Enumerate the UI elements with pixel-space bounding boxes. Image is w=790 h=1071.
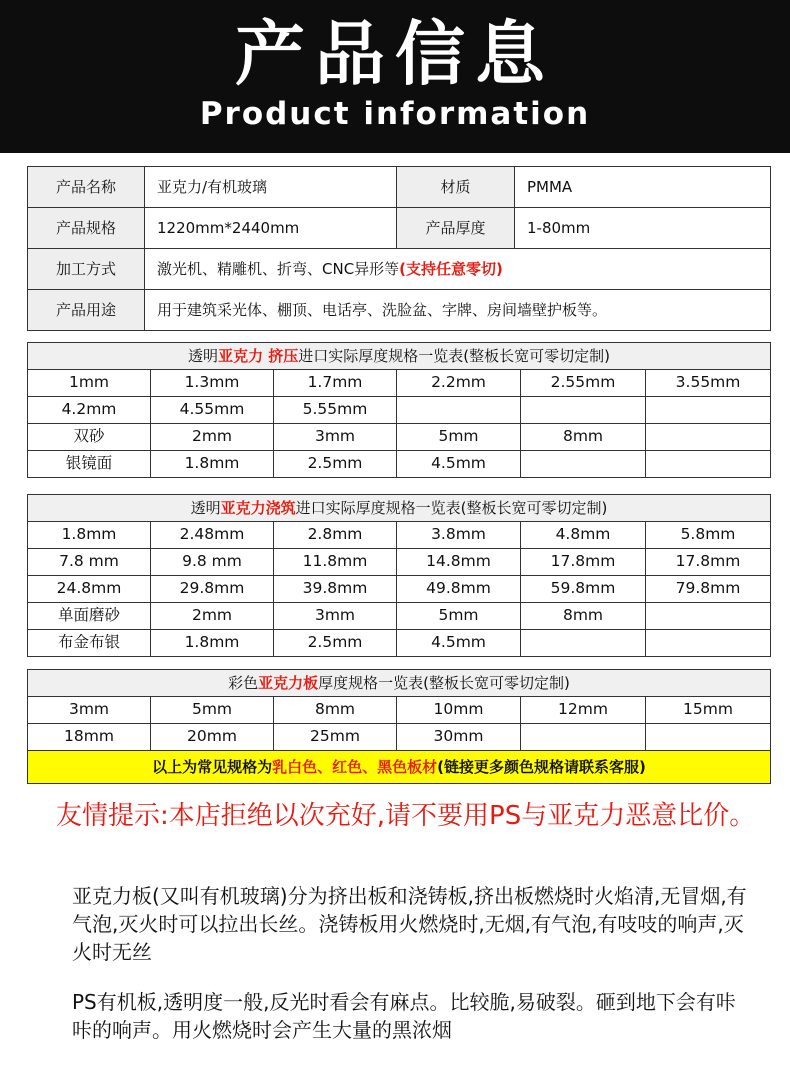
table-cell: 49.8mm: [397, 576, 521, 603]
info-label: 加工方式: [28, 249, 145, 290]
table-cell: [521, 397, 646, 424]
info-label: 产品规格: [28, 208, 145, 249]
color-spec-table: [27, 669, 771, 784]
table-row: [28, 208, 771, 249]
table-cell: [521, 451, 646, 478]
table-cell: 5.55mm: [274, 397, 397, 424]
table-cell: [521, 630, 646, 657]
table-header-row: [28, 670, 771, 697]
table-cell: 39.8mm: [274, 576, 397, 603]
title-suffix: 进口实际厚度规格一览表(整板长宽可零切定制): [295, 498, 608, 517]
table-cell: 1.3mm: [151, 370, 274, 397]
table-cell: 8mm: [521, 424, 646, 451]
table-cell: 11.8mm: [274, 549, 397, 576]
table-cell: 2.48mm: [151, 522, 274, 549]
table-row: [28, 522, 771, 549]
table-cell: 银镜面: [28, 451, 151, 478]
table-cell: 59.8mm: [521, 576, 646, 603]
table-cell: 30mm: [397, 724, 521, 751]
table-row: [28, 630, 771, 657]
table-cell: 2mm: [151, 424, 274, 451]
title-highlight: 亚克力 挤压: [218, 346, 299, 365]
info-label: 产品名称: [28, 167, 145, 208]
table-cell: 4.8mm: [521, 522, 646, 549]
title-suffix: 进口实际厚度规格一览表(整板长宽可零切定制): [298, 346, 611, 365]
table-cell: 3.55mm: [646, 370, 771, 397]
table-cell: [646, 397, 771, 424]
info-value: [145, 249, 771, 290]
table-cell: 5mm: [397, 603, 521, 630]
table-cell: 14.8mm: [397, 549, 521, 576]
table-cell: [646, 424, 771, 451]
table-cell: 4.55mm: [151, 397, 274, 424]
process-note: (支持任意零切): [399, 259, 503, 278]
title-prefix: 透明: [188, 346, 219, 365]
table-cell: 17.8mm: [646, 549, 771, 576]
color-note-row: [28, 751, 771, 784]
table-cell: 3mm: [28, 697, 151, 724]
product-info-table: [27, 166, 771, 331]
table-cell: 4.5mm: [397, 630, 521, 657]
page-title: 产品信息: [235, 13, 555, 95]
table-row: [28, 603, 771, 630]
table-cell: 5.8mm: [646, 522, 771, 549]
extruded-spec-table: [27, 342, 771, 478]
info-label: 材质: [397, 167, 515, 208]
table-cell: 3mm: [274, 424, 397, 451]
table-cell: 1mm: [28, 370, 151, 397]
acrylic-description: 亚克力板(又叫有机玻璃)分为挤出板和浇铸板,挤出板燃烧时火焰清,无冒烟,有气泡,灭火时可以拉出长丝。浇铸板用火燃烧时,无烟,有气泡,有吱吱的响声,灭火时无丝: [72, 884, 747, 964]
table-cell: 2.55mm: [521, 370, 646, 397]
info-label: 产品厚度: [397, 208, 515, 249]
table-cell: 24.8mm: [28, 576, 151, 603]
table-cell: 1.7mm: [274, 370, 397, 397]
table-cell: 2.5mm: [274, 630, 397, 657]
table-cell: 5mm: [397, 424, 521, 451]
page-subtitle: Product information: [199, 96, 591, 132]
table-cell: 2.2mm: [397, 370, 521, 397]
title-highlight: 亚克力浇筑: [220, 498, 296, 517]
table-cell: 1.8mm: [28, 522, 151, 549]
header-banner: [0, 0, 790, 153]
note-highlight: 乳白色、红色、黑色板材: [272, 757, 438, 776]
color-note: [28, 751, 771, 784]
table-row: [28, 290, 771, 331]
table-row: [28, 549, 771, 576]
table-cell: 12mm: [521, 697, 646, 724]
table-cell: 1.8mm: [151, 630, 274, 657]
table-row: [28, 576, 771, 603]
table-cell: [521, 724, 646, 751]
info-label: 产品用途: [28, 290, 145, 331]
table-cell: 3mm: [274, 603, 397, 630]
table-cell: 10mm: [397, 697, 521, 724]
table-cell: 9.8 mm: [151, 549, 274, 576]
table-row: [28, 249, 771, 290]
table-cell: 8mm: [521, 603, 646, 630]
table-row: [28, 724, 771, 751]
table-cell: [646, 724, 771, 751]
ps-description: PS有机板,透明度一般,反光时看会有麻点。比较脆,易破裂。砸到地下会有咔咔的响声。用火燃烧时会产生大量的黑浓烟: [72, 990, 736, 1042]
friendly-tip: 友情提示:本店拒绝以次充好,请不要用PS与亚克力恶意比价。: [56, 801, 756, 831]
table-cell: 8mm: [274, 697, 397, 724]
table-cell: 布金布银: [28, 630, 151, 657]
title-prefix: 透明: [190, 498, 221, 517]
table-cell: 29.8mm: [151, 576, 274, 603]
table-cell: 2mm: [151, 603, 274, 630]
table-header-row: [28, 495, 771, 522]
info-value: 1-80mm: [515, 208, 771, 249]
info-value: 亚克力/有机玻璃: [145, 167, 397, 208]
table-cell: 1.8mm: [151, 451, 274, 478]
table-cell: 单面磨砂: [28, 603, 151, 630]
info-value: PMMA: [515, 167, 771, 208]
table-row: [28, 697, 771, 724]
title-prefix: 彩色: [228, 673, 259, 692]
table-title: [28, 670, 771, 697]
table-cell: [646, 451, 771, 478]
table-cell: 7.8 mm: [28, 549, 151, 576]
table-cell: 17.8mm: [521, 549, 646, 576]
info-value: 用于建筑采光体、棚顶、电话亭、洗脸盆、字牌、房间墙壁护板等。: [145, 290, 771, 331]
cast-spec-table: [27, 494, 771, 657]
table-cell: [646, 630, 771, 657]
process-text: 激光机、精雕机、折弯、CNC异形等: [157, 259, 400, 278]
table-row: [28, 370, 771, 397]
table-cell: 双砂: [28, 424, 151, 451]
table-cell: [397, 397, 521, 424]
table-cell: [646, 603, 771, 630]
table-row: [28, 167, 771, 208]
table-cell: 3.8mm: [397, 522, 521, 549]
table-row: [28, 397, 771, 424]
title-suffix: 厚度规格一览表(整板长宽可零切定制): [318, 673, 570, 692]
table-title: [28, 495, 771, 522]
table-title: [28, 343, 771, 370]
table-cell: 2.8mm: [274, 522, 397, 549]
table-cell: 4.2mm: [28, 397, 151, 424]
title-highlight: 亚克力板: [258, 673, 319, 692]
table-cell: 4.5mm: [397, 451, 521, 478]
table-header-row: [28, 343, 771, 370]
note-prefix: 以上为常见规格为: [152, 757, 273, 776]
table-row: [28, 451, 771, 478]
table-cell: 25mm: [274, 724, 397, 751]
table-cell: 15mm: [646, 697, 771, 724]
table-cell: 79.8mm: [646, 576, 771, 603]
note-suffix: (链接更多颜色规格请联系客服): [437, 757, 646, 776]
table-cell: 20mm: [151, 724, 274, 751]
table-cell: 18mm: [28, 724, 151, 751]
table-cell: 5mm: [151, 697, 274, 724]
table-row: [28, 424, 771, 451]
info-value: 1220mm*2440mm: [145, 208, 397, 249]
table-cell: 2.5mm: [274, 451, 397, 478]
